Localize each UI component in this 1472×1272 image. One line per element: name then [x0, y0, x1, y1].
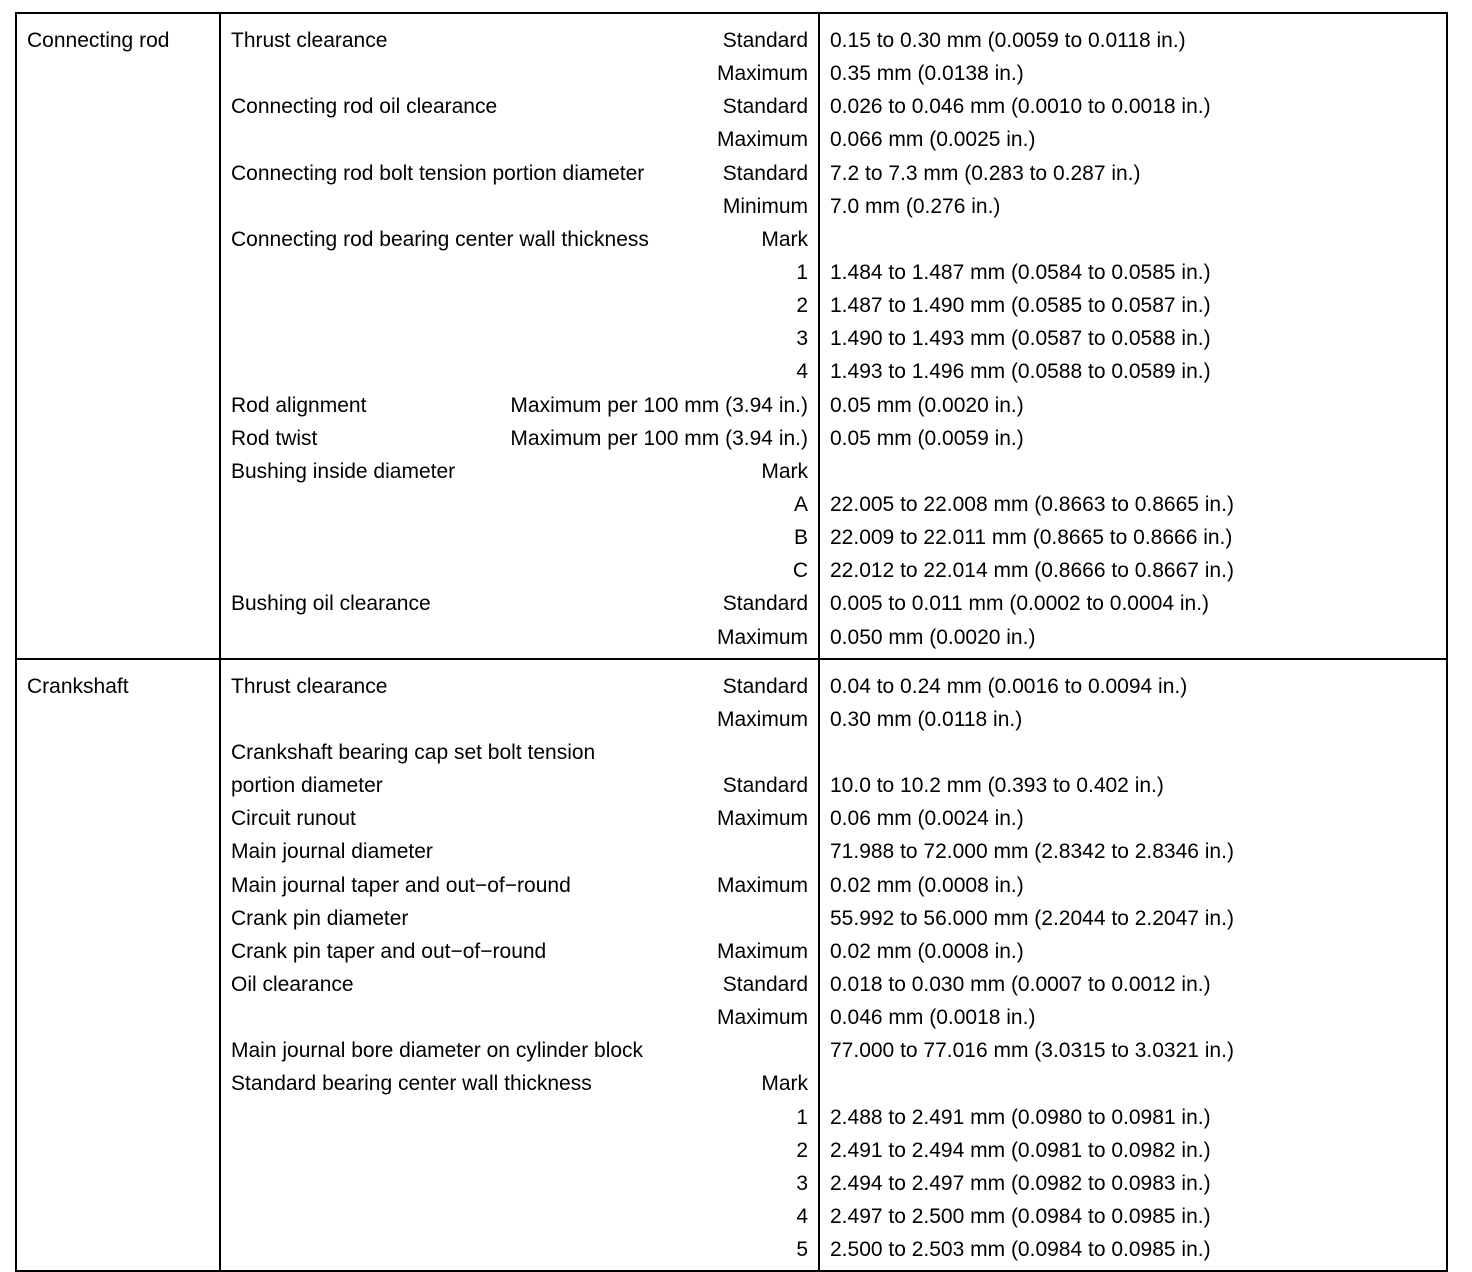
spec-row-item — [231, 223, 808, 256]
spec-row-value — [830, 322, 1436, 355]
spec-row-value — [830, 1167, 1436, 1200]
item-label: Circuit runout — [231, 807, 356, 831]
spec-row-value — [830, 455, 1436, 488]
spec-value: 2.491 to 2.494 mm (0.0981 to 0.0982 in.) — [830, 1138, 1211, 1162]
spec-row-value — [830, 488, 1436, 521]
items-cell — [220, 13, 819, 659]
item-label: Bushing oil clearance — [231, 592, 431, 616]
spec-row-value — [830, 621, 1436, 654]
spec-row-item — [231, 90, 808, 123]
item-qualifier: Mark — [761, 459, 808, 483]
item-qualifier: 3 — [796, 1171, 808, 1195]
section-crankshaft — [16, 659, 1447, 1272]
spec-row-value — [830, 90, 1436, 123]
spec-row-value — [830, 1200, 1436, 1233]
spec-row-value — [830, 422, 1436, 455]
spec-row-item — [231, 57, 808, 90]
spec-row-item — [231, 621, 808, 654]
spec-row-item — [231, 1034, 808, 1067]
spec-value: 0.02 mm (0.0008 in.) — [830, 939, 1024, 963]
item-label: Connecting rod bolt tension portion diameter — [231, 161, 645, 185]
section-name: Crankshaft — [27, 674, 129, 698]
spec-value: 0.066 mm (0.0025 in.) — [830, 128, 1036, 152]
item-qualifier: Standard — [722, 95, 808, 119]
spec-row-value — [830, 256, 1436, 289]
spec-value: 0.018 to 0.030 mm (0.0007 to 0.0012 in.) — [830, 972, 1211, 996]
spec-row-value — [830, 123, 1436, 156]
spec-value: 0.05 mm (0.0059 in.) — [830, 426, 1024, 450]
spec-row-item — [231, 1167, 808, 1200]
spec-value: 2.497 to 2.500 mm (0.0984 to 0.0985 in.) — [830, 1204, 1211, 1228]
spec-value: 7.0 mm (0.276 in.) — [830, 194, 1001, 218]
item-qualifier: C — [792, 559, 808, 583]
spec-value: 2.494 to 2.497 mm (0.0982 to 0.0983 in.) — [830, 1171, 1211, 1195]
spec-value: 0.026 to 0.046 mm (0.0010 to 0.0018 in.) — [830, 95, 1211, 119]
spec-row-item — [231, 869, 808, 902]
spec-row-value — [830, 587, 1436, 620]
spec-value: 10.0 to 10.2 mm (0.393 to 0.402 in.) — [830, 774, 1164, 798]
spec-value: 2.488 to 2.491 mm (0.0980 to 0.0981 in.) — [830, 1105, 1211, 1129]
spec-row-item — [231, 670, 808, 703]
item-label: Main journal taper and out−of−round — [231, 873, 571, 897]
spec-row-item — [231, 554, 808, 587]
spec-value: 0.05 mm (0.0020 in.) — [830, 393, 1024, 417]
spec-value: 0.046 mm (0.0018 in.) — [830, 1006, 1036, 1030]
spec-row-value — [830, 1034, 1436, 1067]
spec-row-value — [830, 157, 1436, 190]
item-qualifier: 2 — [796, 294, 808, 318]
item-qualifier: 1 — [796, 260, 808, 284]
item-label: Bushing inside diameter — [231, 459, 456, 483]
spec-value: 1.487 to 1.490 mm (0.0585 to 0.0587 in.) — [830, 294, 1211, 318]
spec-row-value — [830, 769, 1436, 802]
spec-row-value — [830, 289, 1436, 322]
spec-row-item — [231, 703, 808, 736]
values-cell — [819, 13, 1447, 659]
spec-row-value — [830, 223, 1436, 256]
spec-row-item — [231, 322, 808, 355]
spec-row-item — [231, 1101, 808, 1134]
spec-row-value — [830, 835, 1436, 868]
item-label: Oil clearance — [231, 972, 354, 996]
item-qualifier: A — [793, 492, 808, 516]
item-label: Thrust clearance — [231, 674, 388, 698]
spec-row-value — [830, 389, 1436, 422]
section-connecting-rod — [16, 13, 1447, 659]
spec-row-item — [231, 835, 808, 868]
item-qualifier: Maximum — [716, 939, 808, 963]
spec-row-item — [231, 488, 808, 521]
spec-row-item — [231, 123, 808, 156]
spec-value: 1.490 to 1.493 mm (0.0587 to 0.0588 in.) — [830, 327, 1211, 351]
item-label: Main journal diameter — [231, 840, 433, 864]
section-name-cell — [16, 659, 220, 1272]
item-label: Crankshaft bearing cap set bolt tension — [231, 740, 596, 764]
spec-row-value — [830, 554, 1436, 587]
item-label: Connecting rod oil clearance — [231, 95, 498, 119]
item-label: Connecting rod bearing center wall thickness — [231, 227, 649, 251]
item-label: Rod twist — [231, 426, 318, 450]
spec-row-item — [231, 157, 808, 190]
spec-value: 0.35 mm (0.0138 in.) — [830, 62, 1024, 86]
spec-value: 0.15 to 0.30 mm (0.0059 to 0.0118 in.) — [830, 29, 1186, 52]
item-qualifier: Maximum — [716, 873, 808, 897]
item-qualifier: Standard — [722, 592, 808, 616]
spec-row-value — [830, 1134, 1436, 1167]
spec-row-value — [830, 1067, 1436, 1100]
section-name: Connecting rod — [27, 29, 170, 52]
spec-value: 55.992 to 56.000 mm (2.2044 to 2.2047 in.) — [830, 906, 1234, 930]
item-qualifier: Maximum — [716, 128, 808, 152]
spec-row-item — [231, 455, 808, 488]
item-qualifier: Maximum per 100 mm (3.94 in.) — [510, 393, 808, 417]
spec-value: 7.2 to 7.3 mm (0.283 to 0.287 in.) — [830, 161, 1141, 185]
item-qualifier: Maximum — [716, 1006, 808, 1030]
spec-row-item — [231, 935, 808, 968]
spec-value: 22.012 to 22.014 mm (0.8666 to 0.8667 in.) — [830, 559, 1234, 583]
spec-value: 22.005 to 22.008 mm (0.8663 to 0.8665 in.) — [830, 492, 1234, 516]
item-label: Crank pin taper and out−of−round — [231, 939, 547, 963]
spec-row-value — [830, 703, 1436, 736]
item-qualifier: Maximum — [716, 807, 808, 831]
items-cell — [220, 659, 819, 1272]
item-label: Main journal bore diameter on cylinder block — [231, 1039, 644, 1063]
item-qualifier: Standard — [722, 674, 808, 698]
item-qualifier: Minimum — [722, 194, 808, 218]
spec-row-value — [830, 902, 1436, 935]
spec-row-item — [231, 1001, 808, 1034]
spec-value: 1.493 to 1.496 mm (0.0588 to 0.0589 in.) — [830, 360, 1211, 384]
spec-row-item — [231, 769, 808, 802]
item-label: Rod alignment — [231, 393, 367, 417]
spec-row-value — [830, 1233, 1436, 1266]
item-qualifier: Standard — [722, 161, 808, 185]
spec-row-item — [231, 1067, 808, 1100]
item-qualifier: 4 — [796, 360, 808, 384]
item-qualifier: B — [793, 526, 808, 550]
item-qualifier: Maximum — [716, 625, 808, 649]
spec-row-value — [830, 802, 1436, 835]
values-cell — [819, 659, 1447, 1272]
spec-row-value — [830, 355, 1436, 388]
spec-value: 2.500 to 2.503 mm (0.0984 to 0.0985 in.) — [830, 1238, 1211, 1262]
spec-row-value — [830, 190, 1436, 223]
item-qualifier: Mark — [761, 227, 808, 251]
spec-value: 0.04 to 0.24 mm (0.0016 to 0.0094 in.) — [830, 674, 1188, 698]
item-qualifier: Maximum — [716, 62, 808, 86]
spec-row-value — [830, 1101, 1436, 1134]
spec-row-item — [231, 256, 808, 289]
item-qualifier: 2 — [796, 1138, 808, 1162]
spec-row-item — [231, 968, 808, 1001]
spec-table — [15, 12, 1448, 1272]
spec-value: 0.06 mm (0.0024 in.) — [830, 807, 1024, 831]
spec-value: 71.988 to 72.000 mm (2.8342 to 2.8346 in.) — [830, 840, 1234, 864]
item-qualifier: Maximum per 100 mm (3.94 in.) — [510, 426, 808, 450]
spec-row-item — [231, 521, 808, 554]
item-qualifier: Standard — [722, 29, 808, 52]
item-label: Thrust clearance — [231, 29, 388, 52]
spec-row-item — [231, 389, 808, 422]
spec-row-item — [231, 24, 808, 57]
spec-row-value — [830, 736, 1436, 769]
spec-row-item — [231, 1233, 808, 1266]
spec-row-item — [231, 587, 808, 620]
spec-row-value — [830, 670, 1436, 703]
spec-row-item — [231, 190, 808, 223]
item-qualifier: 1 — [796, 1105, 808, 1129]
spec-row-value — [830, 935, 1436, 968]
item-qualifier: 4 — [796, 1204, 808, 1228]
spec-row-item — [231, 802, 808, 835]
item-label: Standard bearing center wall thickness — [231, 1072, 592, 1096]
spec-value: 0.005 to 0.011 mm (0.0002 to 0.0004 in.) — [830, 592, 1210, 616]
spec-value: 22.009 to 22.011 mm (0.8665 to 0.8666 in.) — [830, 526, 1233, 550]
spec-row-item — [231, 902, 808, 935]
spec-row-value — [830, 521, 1436, 554]
item-qualifier: Maximum — [716, 707, 808, 731]
item-qualifier: 5 — [796, 1238, 808, 1262]
spec-row-item — [231, 736, 808, 769]
spec-row-value — [830, 57, 1436, 90]
spec-row-value — [830, 24, 1436, 57]
spec-value: 0.30 mm (0.0118 in.) — [830, 707, 1023, 731]
spec-value: 1.484 to 1.487 mm (0.0584 to 0.0585 in.) — [830, 260, 1211, 284]
spec-row-value — [830, 968, 1436, 1001]
spec-row-item — [231, 355, 808, 388]
item-qualifier: Mark — [761, 1072, 808, 1096]
spec-value: 77.000 to 77.016 mm (3.0315 to 3.0321 in.) — [830, 1039, 1234, 1063]
spec-row-item — [231, 422, 808, 455]
spec-row-item — [231, 1200, 808, 1233]
spec-row-item — [231, 1134, 808, 1167]
item-qualifier: 3 — [796, 327, 808, 351]
section-name-cell — [16, 13, 220, 659]
item-qualifier: Standard — [722, 972, 808, 996]
spec-row-item — [231, 289, 808, 322]
spec-row-value — [830, 1001, 1436, 1034]
item-label: portion diameter — [231, 774, 383, 798]
spec-row-value — [830, 869, 1436, 902]
spec-value: 0.02 mm (0.0008 in.) — [830, 873, 1024, 897]
spec-value: 0.050 mm (0.0020 in.) — [830, 625, 1036, 649]
item-qualifier: Standard — [722, 774, 808, 798]
item-label: Crank pin diameter — [231, 906, 409, 930]
